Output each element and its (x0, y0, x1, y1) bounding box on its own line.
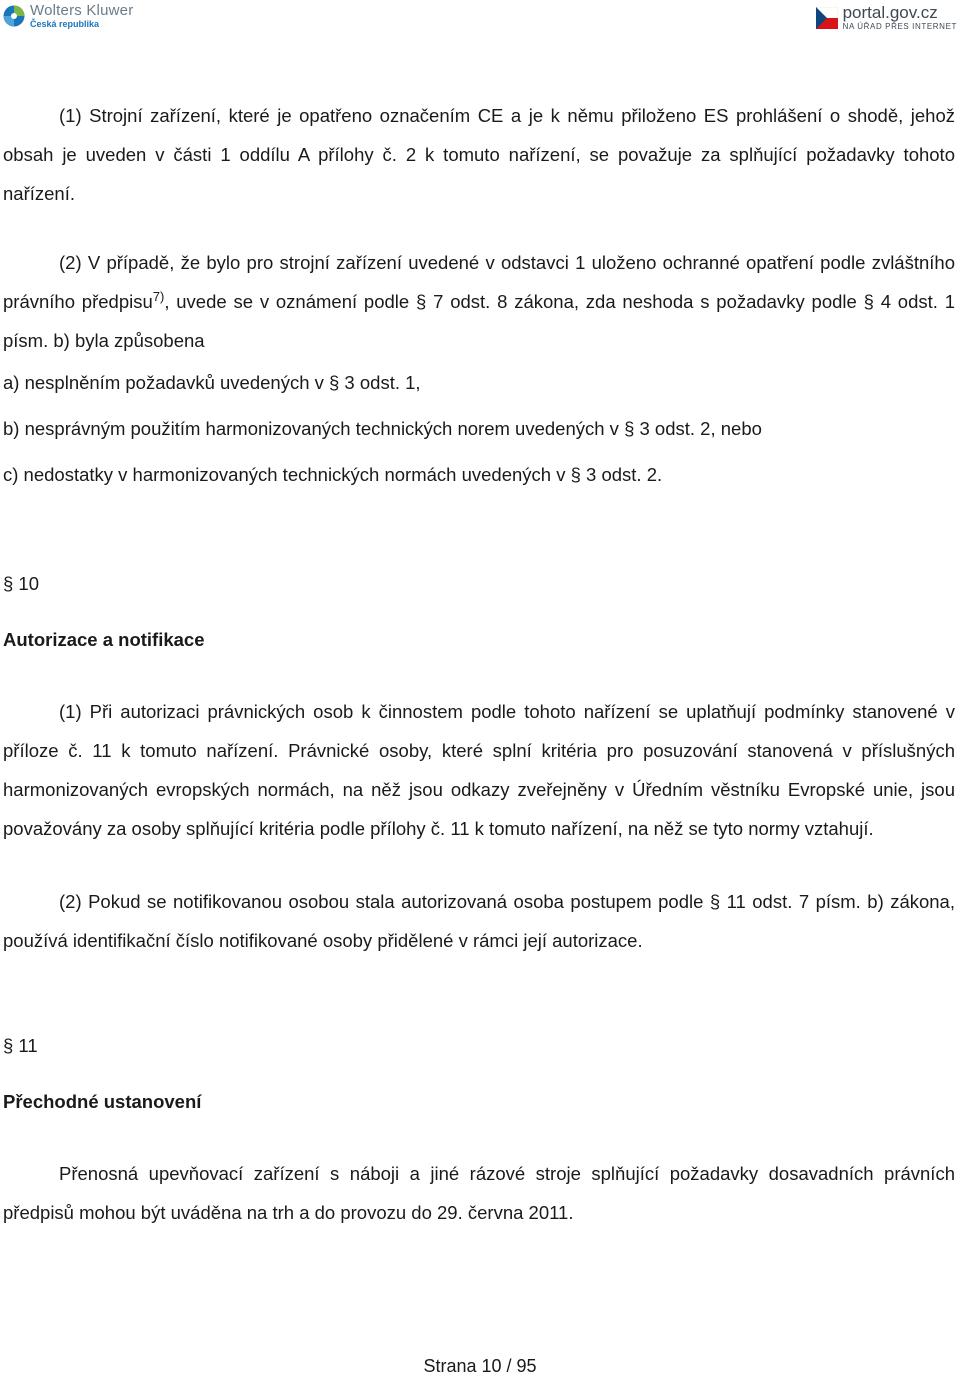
section-10-paragraph-2: (2) Pokud se notifikovanou osobou stala autorizovaná osoba postupem podle § 11 odst. 7 písm. b) zákona, používá identifikační číslo notifikované osoby přidělené v rámci její autorizace. (3, 891, 955, 951)
wolters-kluwer-icon (3, 5, 25, 27)
wolters-kluwer-sub: Česká republika (30, 19, 100, 29)
paragraph-2-text: (2) V případě, že bylo pro strojní zařízení uvedené v odstavci 1 uloženo ochranné opatření podle zvláštního právního předpisu (3, 252, 955, 312)
list-item-b: b) nesprávným použitím harmonizovaných technických norem uvedených v § 3 odst. 2, nebo (3, 418, 762, 439)
document-body (3, 96, 955, 1232)
section-10-paragraph-1: (1) Při autorizaci právnických osob k činnostem podle tohoto nařízení se uplatňují podmínky stanovené v příloze č. 11 k tomuto nařízení. Právnické osoby, které splní kritéria pro posuzování stanovená v příslušných harmonizovaných evropských normách, na něž jsou odkazy zveřejněny v Úředním věstníku Evropské unie, jsou považovány za osoby splňující kritéria podle přílohy č. 11 k tomuto nařízení, na něž se tyto normy vztahují. (3, 701, 955, 839)
section-11-title: Přechodné ustanovení (3, 1091, 202, 1112)
section-10-sign: § 10 (3, 573, 40, 594)
portal-gov-name: portal.gov.cz (842, 3, 938, 22)
czech-flag-icon (816, 7, 838, 29)
footnote-ref: 7) (152, 288, 165, 304)
section-10-title: Autorizace a notifikace (3, 629, 205, 650)
page-number: Strana 10 / 95 (423, 1356, 537, 1376)
wolters-kluwer-logo[interactable] (3, 3, 133, 29)
portal-gov-logo[interactable] (816, 4, 957, 31)
paragraph-1: (1) Strojní zařízení, které je opatřeno označením CE a je k němu přiloženo ES prohlášení o shodě, jehož obsah je uveden v části 1 oddílu A přílohy č. 2 k tomuto nařízení, se považuje za splňující požadavky tohoto nařízení. (3, 105, 955, 204)
page-header (0, 0, 960, 44)
list-item-c: c) nedostatky v harmonizovaných technických normách uvedených v § 3 odst. 2. (3, 464, 663, 485)
wolters-kluwer-name: Wolters Kluwer (30, 2, 134, 19)
section-11-paragraph-1: Přenosná upevňovací zařízení s náboji a jiné rázové stroje splňující požadavky dosavadních právních předpisů mohou být uváděna na trh a do provozu do 29. června 2011. (3, 1163, 955, 1223)
paragraph-2-text-cont: , uvede se v oznámení podle § 7 odst. 8 zákona, zda neshoda s požadavky podle § 4 odst. 1 písm. b) byla způsobena (3, 291, 955, 351)
paragraph-2 (3, 243, 955, 360)
list-item-a: a) nesplněním požadavků uvedených v § 3 odst. 1, (3, 372, 421, 393)
section-11-sign: § 11 (3, 1035, 38, 1056)
portal-gov-sub: NA ÚŘAD PŘES INTERNET (842, 22, 957, 31)
